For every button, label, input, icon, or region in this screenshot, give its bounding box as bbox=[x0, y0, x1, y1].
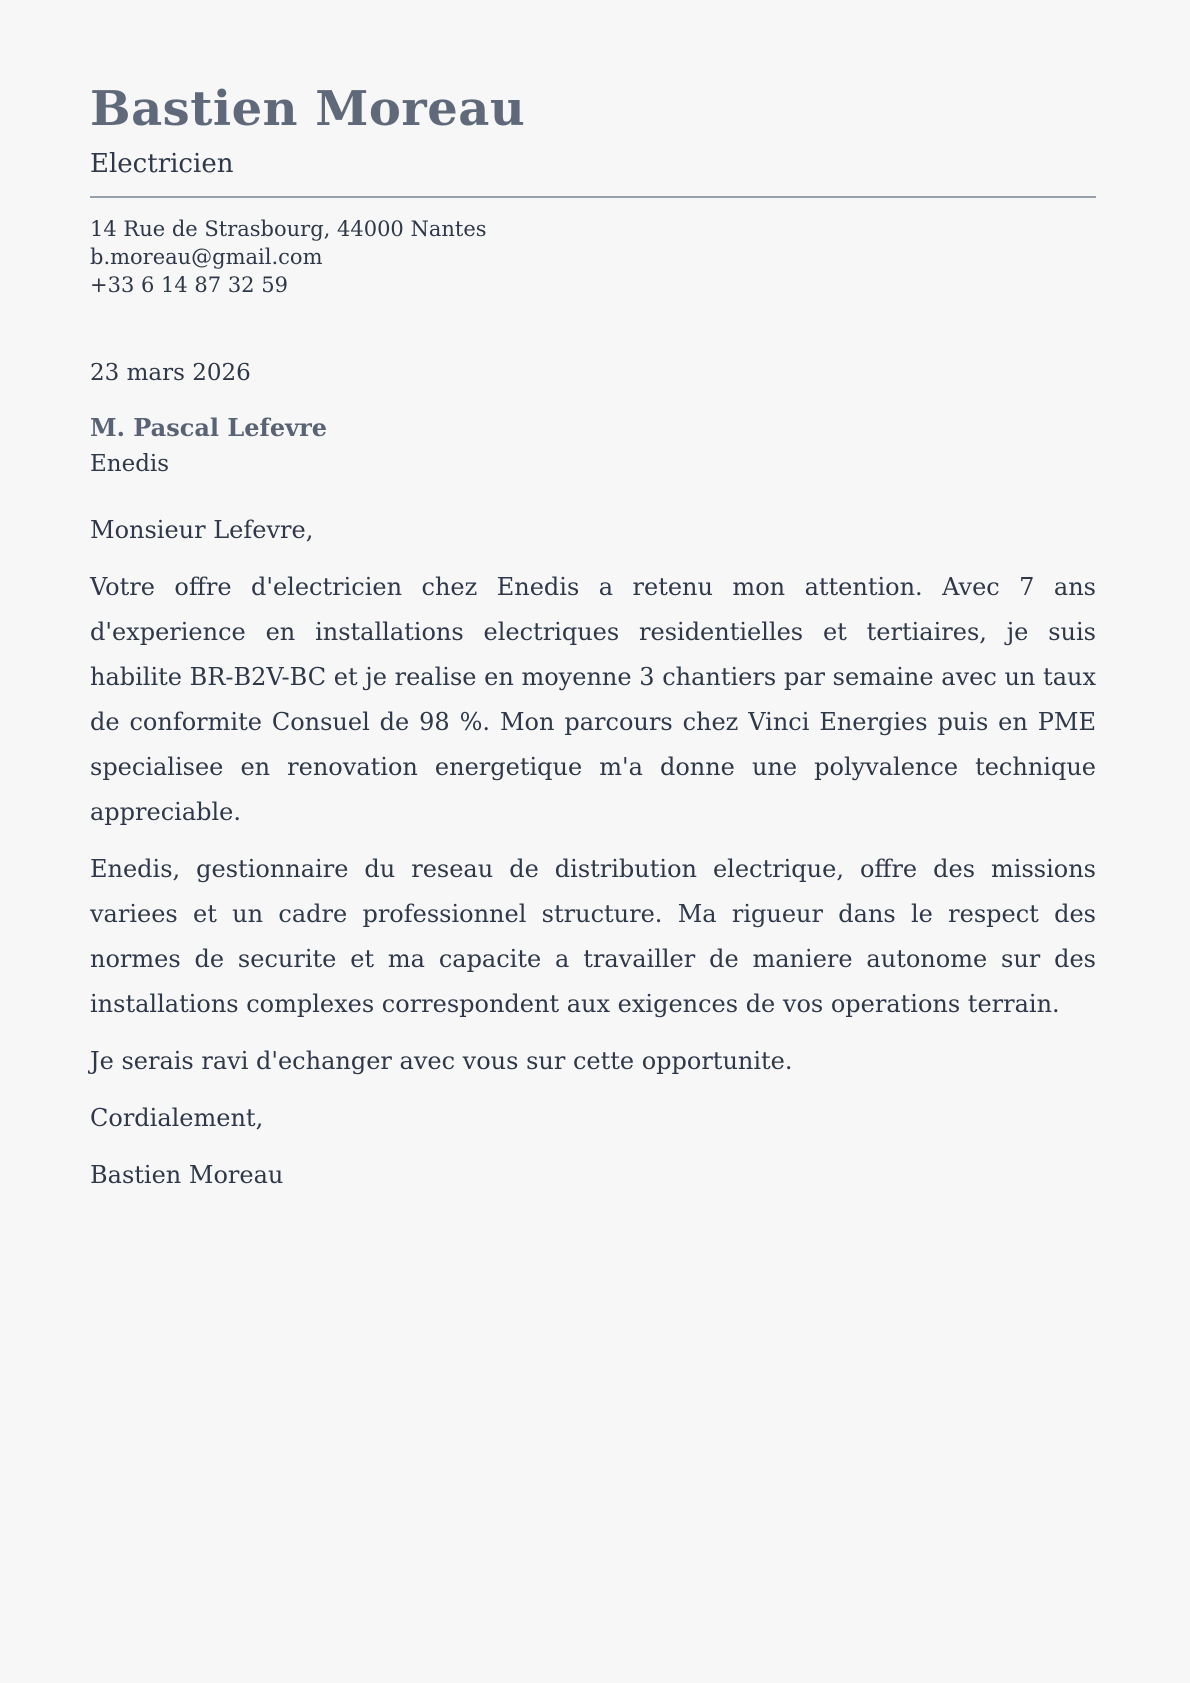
salutation: Monsieur Lefevre, bbox=[90, 515, 314, 544]
paragraph-1: Votre offre d'electricien chez Enedis a retenu mon attention. Avec 7 ans d'experience en installations electriques residentielles et tertiaires, je suis habilite BR-B2V-BC et je realise en moyenne 3 chantiers par semaine avec un taux de conformite Consuel de 98 %. Mon parcours chez Vinci Energies puis en PME specialisee en renovation energetique m'a donne une polyvalence technique appreciable. bbox=[90, 572, 1096, 826]
paragraph-2: Enedis, gestionnaire du reseau de distribution electrique, offre des missions variees et un cadre professionnel structure. Ma rigueur dans le respect des normes de securite et ma capacite a travailler de maniere autonome sur des installations complexes correspondent aux exigences de vos operations terrain. bbox=[90, 854, 1096, 1018]
paragraph-3: Je serais ravi d'echanger avec vous sur cette opportunite. bbox=[90, 1046, 793, 1075]
sender-job-title: Electricien bbox=[90, 149, 234, 180]
recipient-block bbox=[90, 412, 1096, 480]
letter-header bbox=[90, 81, 1096, 299]
letter-date: 23 mars 2026 bbox=[90, 359, 251, 386]
letter-content bbox=[90, 508, 1096, 1198]
recipient-name: M. Pascal Lefevre bbox=[90, 412, 327, 442]
header-divider bbox=[90, 196, 1096, 198]
contact-phone: +33 6 14 87 32 59 bbox=[90, 272, 288, 297]
recipient-company: Enedis bbox=[90, 450, 170, 477]
sender-name: Bastien Moreau bbox=[90, 81, 526, 137]
contact-email: b.moreau@gmail.com bbox=[90, 244, 323, 269]
closing: Cordialement, bbox=[90, 1103, 264, 1132]
contact-address: 14 Rue de Strasbourg, 44000 Nantes bbox=[90, 216, 487, 241]
letter-body bbox=[90, 356, 1096, 1198]
signature: Bastien Moreau bbox=[90, 1160, 284, 1189]
contact-block bbox=[90, 215, 1096, 299]
